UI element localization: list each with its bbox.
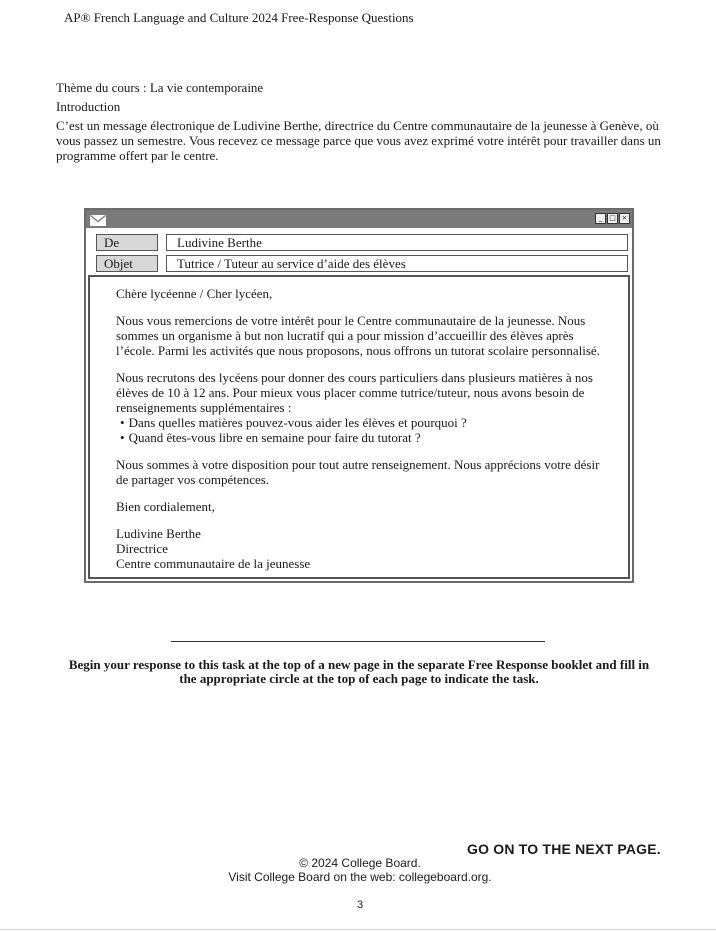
email-bullet-list <box>116 415 608 445</box>
signature-name: Ludivine Berthe <box>116 526 201 541</box>
response-instructions: Begin your response to this task at the top of a new page in the separate Free Response booklet and fill in the appropriate circle at the top of each page to indicate the task. <box>68 657 650 686</box>
page-number: 3 <box>356 899 364 911</box>
signature-organization: Centre communautaire de la jeunesse <box>116 556 311 571</box>
email-window <box>84 208 634 583</box>
email-paragraph-2: Nous recrutons des lycéens pour donner des cours particuliers dans plusieurs matières à nos élèves de 10 à 12 ans. Pour mieux vous placer comme tutrice/tuteur, nous avons besoin de renseignements supplémentaires : <box>116 370 593 415</box>
page-header: AP® French Language and Culture 2024 Free-Response Questions <box>64 10 414 25</box>
email-titlebar <box>86 210 632 228</box>
copyright: © 2024 College Board. <box>299 856 421 870</box>
envelope-icon <box>90 213 106 231</box>
from-field: Ludivine Berthe <box>166 234 628 251</box>
list-item: • Quand êtes-vous libre en semaine pour faire du tutorat ? <box>116 430 608 445</box>
page-bottom-divider <box>0 929 716 930</box>
email-paragraph-1: Nous vous remercions de votre intérêt pour le Centre communautaire de la jeunesse. Nous sommes un organisme à but non lucratif qui a pour mission d’accueillir des élèves après l’école. Parmi les activités que nous proposons, nous offrons un tutorat scolaire personnalisé. <box>116 313 600 358</box>
minimize-icon[interactable]: _ <box>595 213 606 224</box>
intro-label: Introduction <box>56 99 121 114</box>
close-icon[interactable]: × <box>619 213 630 224</box>
email-body <box>88 275 630 579</box>
subject-label: Objet <box>96 255 158 272</box>
subject-field: Tutrice / Tuteur au service d’aide des élèves <box>166 255 628 272</box>
email-paragraph-3: Nous sommes à votre disposition pour tout autre renseignement. Nous apprécions votre désir de partager vos compétences. <box>116 457 600 487</box>
email-greeting: Chère lycéenne / Cher lycéen, <box>116 286 273 301</box>
website-notice: Visit College Board on the web: collegeboard.org. <box>228 870 492 884</box>
next-page-notice: GO ON TO THE NEXT PAGE. <box>467 841 661 857</box>
signature-title: Directrice <box>116 541 168 556</box>
email-closing: Bien cordialement, <box>116 499 215 514</box>
intro-text: C’est un message électronique de Ludivine Berthe, directrice du Centre communautaire de la jeunesse à Genève, où vous passez un semestre. Vous recevez ce message parce que vous avez exprimé votre intérêt pour travailler dans un programme offert par le centre. <box>56 118 661 163</box>
window-controls <box>595 213 630 224</box>
maximize-icon[interactable]: □ <box>607 213 618 224</box>
list-item: • Dans quelles matières pouvez-vous aider les élèves et pourquoi ? <box>116 415 608 430</box>
footer <box>150 856 570 884</box>
course-theme: Thème du cours : La vie contemporaine <box>56 80 264 95</box>
from-label: De <box>96 234 158 251</box>
divider <box>171 641 545 642</box>
